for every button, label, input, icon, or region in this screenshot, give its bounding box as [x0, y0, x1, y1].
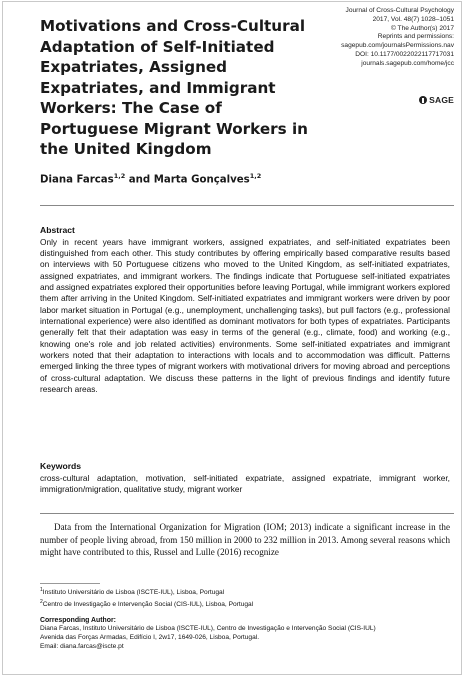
footnote-text: Centro de Investigação e Intervenção Social (CIS-IUL), Lisboa, Portugal	[42, 601, 254, 609]
footnote-marker: 1	[40, 587, 43, 593]
journal-name: Journal of Cross-Cultural Psychology	[345, 7, 454, 14]
author-name: Marta Gonçalves	[153, 174, 250, 186]
divider	[40, 513, 454, 514]
journal-info	[322, 7, 454, 69]
journal-reprints: Reprints and permissions:	[377, 33, 454, 41]
sage-logo-text: SAGE	[429, 95, 454, 105]
permissions-link[interactable]: sagepub.com/journalsPermissions.nav	[341, 42, 454, 50]
keywords-text: cross-cultural adaptation, motivation, self-initiated expatriate, assigned expatriate, immigrant worker, immigration/migration, qualitative study, migrant worker	[40, 472, 450, 494]
footnote-affiliation-2	[40, 598, 450, 610]
footnote-marker: 2	[40, 598, 43, 605]
footnote-rule	[40, 583, 100, 584]
sage-logo	[419, 95, 454, 105]
body-paragraph: Data from the International Organization for Migration (IOM; 2013) indicate a significant increase in the number of people living abroad, from 150 million in 2000 to 232 million in 2013. Among several reasons which might have contributed to this, Russel and Lulle (2016) recognize	[40, 522, 450, 558]
footnotes	[40, 586, 450, 652]
author-name: Diana Farcas	[40, 174, 114, 186]
author-affiliation-marker: 1,2	[249, 172, 262, 180]
divider	[40, 205, 454, 206]
corresponding-author-address: Avenida das Forças Armadas, Edifício I, 2w17, 1649-026, Lisboa, Portugal.	[40, 634, 260, 642]
footnote-text: Instituto Universitário de Lisboa (ISCTE-IUL), Lisboa, Portugal	[42, 589, 225, 597]
corresponding-author-heading: Corresponding Author:	[40, 616, 116, 624]
author-joiner: and	[125, 174, 154, 186]
journal-homepage-link[interactable]: journals.sagepub.com/home/jcc	[361, 59, 454, 67]
article-title: Motivations and Cross-Cultural Adaptation of Self-Initiated Expatriates, Assigned Expatriates, and Immigrant Workers: The Case of Portuguese Migrant Workers in the United Kingdom	[40, 17, 308, 158]
journal-doi[interactable]: DOI: 10.1177/0022022117717031	[355, 50, 454, 58]
corresponding-author-email[interactable]: Email: diana.farcas@iscte.pt	[40, 642, 124, 650]
author-affiliation-marker: 1,2	[113, 172, 126, 180]
sage-logo-icon	[419, 96, 427, 104]
journal-copyright: © The Author(s) 2017	[390, 24, 454, 32]
abstract-text: Only in recent years have immigrant workers, assigned expatriates, and self-initiated expatriates been distinguished from each other. This study contributes by offering empirically based comparative results based on interviews with 50 Portuguese citizens who moved to the United Kingdom, as self-initiated expatriates, assigned expatriates, and immigrant workers. The findings indicate that Portuguese self-initiated expatriates and assigned expatriates explored their opportunities before leaving Portugal, while immigrant workers explored them after arriving in the United Kingdom. Self-initiated expatriates and immigrant workers were driven by poor labor market situation in Portugal (e.g., unemployment, unchallenging tasks), but pull factors (e.g., professional international experience) were also identified as dominant motivators for both types of expatriates. Participants generally felt that their adaptation was easy in terms of the general (e.g., climate, food) and working (e.g., knowing one's role and job related activities) environments. Some self-initiated expatriates and immigrant workers noted that their adaptation to interactions with locals and to accommodation was difficult. Patterns emerged linking the three types of migrant workers with motivational drivers for moving abroad and perceptions of cross-cultural adaptation. We discuss these patterns in the light of previous findings and identify future research areas.	[40, 236, 450, 394]
corresponding-author-address: Diana Farcas, Instituto Universitário de Lisboa (ISCTE-IUL), Centro de Investigação e Intervenção Social (CIS-IUL)	[40, 625, 376, 633]
footnote-affiliation-1	[40, 586, 450, 598]
abstract-heading: Abstract	[40, 225, 75, 235]
journal-citation: 2017, Vol. 48(7) 1028–1051	[372, 15, 454, 23]
keywords-heading: Keywords	[40, 461, 82, 471]
author-line	[40, 172, 261, 185]
